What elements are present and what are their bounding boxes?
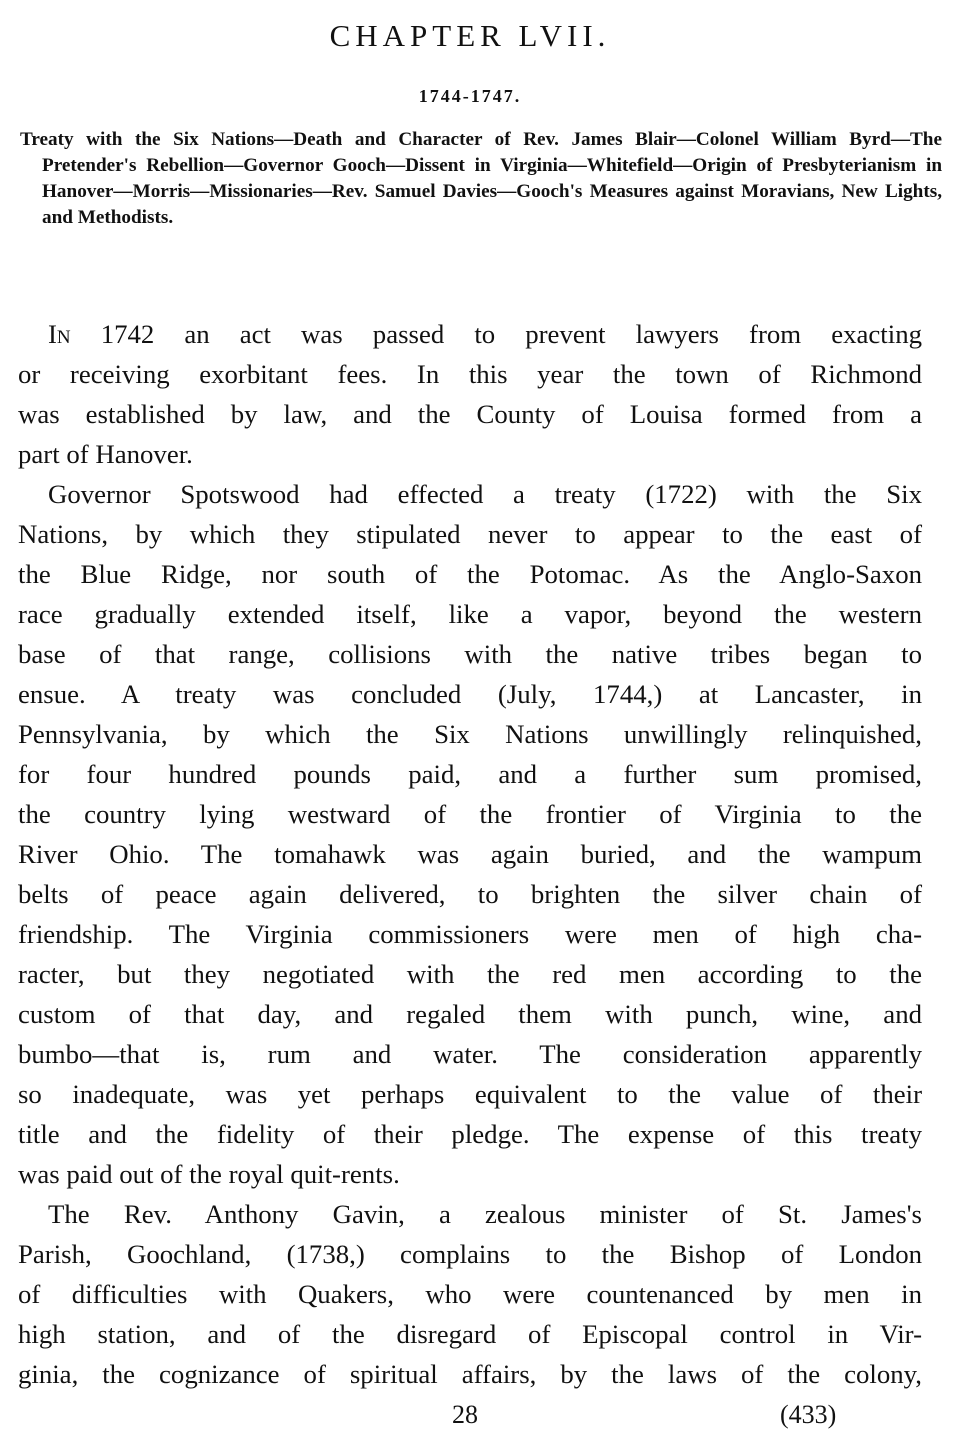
paragraph-2-line-17: title and the fidelity of their pledge. The expense of this treaty [18, 1119, 922, 1149]
paragraph-3-line-3: of difficulties with Quakers, who were countenanced by men in [18, 1279, 922, 1309]
paragraph-1-line-3: was established by law, and the County of Louisa formed from a [18, 399, 922, 429]
body-text [18, 314, 922, 1394]
paragraph-2-line-8: for four hundred pounds paid, and a further sum promised, [18, 759, 922, 789]
paragraph-1-line-4: part of Hanover. [18, 439, 193, 469]
paragraph-2-line-6: ensue. A treaty was concluded (July, 1744,) at Lancaster, in [18, 679, 922, 709]
paragraph-2-line-15: bumbo—that is, rum and water. The consideration apparently [18, 1039, 922, 1069]
paragraph-2-line-14: custom of that day, and regaled them with punch, wine, and [18, 999, 922, 1029]
paragraph-2-line-18: was paid out of the royal quit-rents. [18, 1159, 400, 1189]
paragraph-3-line-5: ginia, the cognizance of spiritual affairs, by the laws of the colony, [18, 1359, 922, 1389]
paragraph-2-line-9: the country lying westward of the frontier of Virginia to the [18, 799, 922, 829]
paragraph-2-line-2: Nations, by which they stipulated never to appear to the east of [18, 519, 922, 549]
paragraph-2-line-11: belts of peace again delivered, to brighten the silver chain of [18, 879, 922, 909]
paragraph-3-line-1: The Rev. Anthony Gavin, a zealous minister of St. James's [48, 1199, 922, 1229]
paragraph-2-line-7: Pennsylvania, by which the Six Nations unwillingly relinquished, [18, 719, 922, 749]
chapter-years: 1744-1747. [418, 86, 522, 106]
paragraph-2-line-10: River Ohio. The tomahawk was again buried, and the wampum [18, 839, 922, 869]
paragraph-2-line-12: friendship. The Virginia commissioners were men of high cha- [18, 919, 922, 949]
drop-word: In [48, 319, 71, 349]
paragraph-2-line-5: base of that range, collisions with the native tribes began to [18, 639, 922, 669]
paragraph-2-line-4: race gradually extended itself, like a vapor, beyond the western [18, 599, 922, 629]
paragraph-1-line-2: or receiving exorbitant fees. In this year the town of Richmond [18, 359, 922, 389]
chapter-summary: Treaty with the Six Nations—Death and Character of Rev. James Blair—Colonel William Byrd—The Pretender's Rebellion—Governor Gooch—Dissent in Virginia—Whitefield—Origin of Presbyterianism in Hanover—Morris—Missionaries—Rev. Samuel Davies—Gooch's Measures against Moravians, New Lights, and Methodists. [20, 129, 942, 228]
signature-mark: 28 [452, 1400, 478, 1429]
paragraph-1-line-1: In 1742 an act was passed to prevent lawyers from exacting [48, 319, 922, 349]
paragraph-2-line-3: the Blue Ridge, nor south of the Potomac. As the Anglo-Saxon [18, 559, 922, 589]
paragraph-2-line-13: racter, but they negotiated with the red men according to the [18, 959, 922, 989]
paragraph-2-line-1: Governor Spotswood had effected a treaty (1722) with the Six [48, 479, 922, 509]
chapter-title: CHAPTER LVII. [329, 18, 611, 53]
paragraph-3-line-4: high station, and of the disregard of Episcopal control in Vir- [18, 1319, 922, 1349]
paragraph-3-line-2: Parish, Goochland, (1738,) complains to the Bishop of London [18, 1239, 922, 1269]
page-number: (433) [780, 1400, 837, 1429]
paragraph-2-line-16: so inadequate, was yet perhaps equivalent to the value of their [18, 1079, 922, 1109]
